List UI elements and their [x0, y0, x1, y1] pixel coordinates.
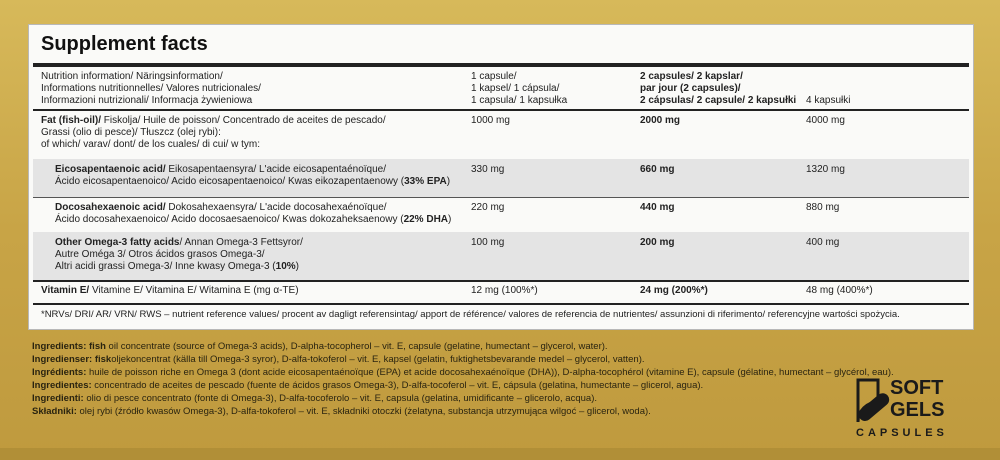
dha-value-2: 440 mg	[640, 202, 675, 213]
other-value-2: 200 mg	[640, 237, 675, 248]
ingredients-text: concentrado de aceites de pescado (fuente de ácidos grasos Omega-3), D-alfa-tocoferol – vit. E, cápsula (gelatina, humectante – glicerol, agua).	[91, 380, 704, 391]
other-omega-label	[55, 237, 303, 273]
header-col1-line: Informations nutritionnelles/ Valores nutricionales/	[41, 83, 261, 94]
dha-percent: 22% DHA	[403, 214, 449, 225]
ingredients-block	[32, 340, 894, 418]
ingredients-key: Składniki:	[32, 406, 77, 417]
fat-label	[41, 115, 386, 151]
table-row-fat	[33, 115, 969, 155]
fat-label-bold: Fat (fish-oil)/	[41, 115, 101, 126]
vitamin-e-text: Vitamine E/ Vitamina E/ Witamina E (mg α-TE)	[89, 285, 299, 296]
vitamin-e-value-2: 24 mg (200%*)	[640, 285, 708, 296]
epa-line2-text: Ácido eicosapentaenoico/ Acido eicosapentaenoico/ Kwas eikozapentaenowy (	[55, 176, 405, 187]
dha-label	[55, 202, 451, 226]
footnote-text: *NRVs/ DRI/ AR/ VRN/ RWS – nutrient reference values/ procent av dagligt referensintag/ apport de référence/ valores de referencia de nutrientes/ assunzioni di riferimento/ referencyjne wartości spożycia.	[41, 309, 900, 320]
title-rule	[33, 63, 969, 67]
fat-value-1: 1000 mg	[471, 115, 510, 126]
ingredients-text: olej rybi (źródło kwasów Omega-3), D-alfa-tokoferol – vit. E, składniki otoczki (żelatyna, substancja utrzymująca wilgoć – glicerol, woda).	[76, 406, 651, 417]
logo-text-soft: SOFT	[890, 377, 944, 399]
vitamin-e-value-3: 48 mg (400%*)	[806, 285, 873, 296]
other-label-bold: Other Omega-3 fatty acids	[55, 237, 180, 248]
ingredients-line-en	[32, 340, 852, 353]
footnote	[33, 309, 969, 323]
epa-label	[55, 164, 450, 188]
fat-line3: of which/ varav/ dont/ de los cuales/ di cui/ w tym:	[41, 139, 260, 150]
ingredients-key: Ingredients:	[32, 341, 87, 352]
header-col2-line: 1 capsula/ 1 kapsułka	[471, 95, 568, 106]
header-col3-line: 2 cápsulas/ 2 capsule/ 2 kapsułki	[640, 95, 797, 106]
softgels-logo	[852, 374, 982, 444]
ingredients-text: olio di pesce concentrato (fonte di Omega-3), D-alfa-tocoferolo – vit. E, capsula (gelatina, umidificante – glicerolo, acqua).	[83, 393, 597, 404]
footnote-rule	[33, 303, 969, 305]
other-line1-text: / Annan Omega-3 Fettsyror/	[179, 237, 303, 248]
dha-line1	[55, 202, 451, 214]
ingredients-key: Ingrédients:	[32, 367, 87, 378]
other-line3-text: Altri acidi grassi Omega-3/ Inne kwasy Omega-3 (	[55, 261, 276, 272]
vitamin-e-line	[41, 285, 299, 297]
fat-line2: Grassi (olio di pesce)/ Tłuszcz (olej rybi):	[41, 127, 221, 138]
epa-value-1: 330 mg	[471, 164, 505, 175]
header-col1-line: Nutrition information/ Näringsinformation/	[41, 71, 223, 82]
other-percent: 10%	[275, 261, 296, 272]
epa-line1	[55, 164, 450, 176]
ingredients-text: oljekoncentrat (källa till Omega-3 syror), D-alfa-tokoferol – vit. E, kapsel (gelatin, fuktighetsbevarande medel – glycerol, vatten).	[111, 354, 645, 365]
ingredients-line-fr	[32, 366, 894, 379]
header-four-capsules: 4 kapsułki	[806, 95, 851, 106]
other-value-1: 100 mg	[471, 237, 505, 248]
ingredients-key: Ingredienti:	[32, 393, 84, 404]
header-two-capsules	[640, 71, 796, 107]
dha-value-3: 880 mg	[806, 202, 840, 213]
table-header-row	[33, 71, 969, 111]
table-row-epa	[33, 159, 969, 197]
ingredients-bold-word: fish	[89, 341, 106, 352]
softgel-capsule-icon	[852, 374, 982, 444]
fat-value-3: 4000 mg	[806, 115, 845, 126]
ingredients-line-es	[32, 379, 852, 392]
table-row-dha	[33, 198, 969, 232]
epa-line2	[55, 176, 450, 188]
vitamin-e-label	[41, 285, 299, 297]
vitamin-e-label-bold: Vitamin E/	[41, 285, 90, 296]
header-col2-line: 1 kapsel/ 1 cápsula/	[471, 83, 560, 94]
logo-text-capsules: CAPSULES	[856, 427, 948, 439]
dha-line2	[55, 214, 451, 226]
dha-line2-text: Ácido docosahexaenoico/ Acido docosaesaenoico/ Kwas dokozaheksaenowy (	[55, 214, 404, 225]
ingredients-text: oil concentrate (source of Omega-3 acids), D-alpha-tocopherol – vit. E, capsule (gelatine, humectant – glycerol, water).	[105, 341, 608, 352]
epa-value-2: 660 mg	[640, 164, 675, 175]
other-line3	[55, 261, 303, 273]
logo-text-gels: GELS	[890, 399, 945, 421]
header-one-capsule	[471, 71, 567, 107]
ingredients-key: Ingredientes:	[32, 380, 92, 391]
nutrition-info-label	[41, 71, 261, 107]
epa-percent: 33% EPA	[404, 176, 447, 187]
table-row-vitamin-e	[33, 285, 969, 301]
other-line1	[55, 237, 303, 249]
header-col1-line: Informazioni nutrizionali/ Informacja żywieniowa	[41, 95, 253, 106]
ingredients-line-sv	[32, 353, 852, 366]
epa-line2-end: )	[446, 176, 451, 187]
header-rule	[33, 109, 969, 111]
ingredients-line-pl	[32, 405, 852, 418]
bottom-edge	[0, 448, 1000, 460]
other-line3-end: )	[295, 261, 299, 272]
supplement-facts-panel	[28, 24, 974, 330]
header-col3-line: 2 capsules/ 2 kapslar/	[640, 71, 743, 82]
other-line2: Autre Oméga 3/ Otros ácidos grasos Omega-3/	[55, 249, 265, 260]
vitamin-e-value-1: 12 mg (100%*)	[471, 285, 538, 296]
epa-label-bold: Eicosapentaenoic acid/	[55, 164, 166, 175]
dha-value-1: 220 mg	[471, 202, 505, 213]
epa-line1-text: Eikosapentaensyra/ L'acide eicosapentaénoïque/	[165, 164, 387, 175]
fat-line1	[41, 115, 386, 127]
fat-line1-text: Fiskolja/ Huile de poisson/ Concentrado de aceites de pescado/	[101, 115, 386, 126]
table-row-other-omega	[33, 232, 969, 280]
ingredients-key: Ingredienser:	[32, 354, 93, 365]
fat-value-2: 2000 mg	[640, 115, 681, 126]
ingredients-text: huile de poisson riche en Omega 3 (dont acide eicosapentaénoïque (EPA) et acide docosahexaénoïque (DHA)), D-alpha-tocophérol (vitamine E), capsule (gélatine, humectant – glycérol, eau).	[86, 367, 894, 378]
header-col2-line: 1 capsule/	[471, 71, 517, 82]
other-value-3: 400 mg	[806, 237, 840, 248]
ingredients-line-it	[32, 392, 852, 405]
dha-line1-text: Dokosahexaensyra/ L'acide docosahexaénoïque/	[165, 202, 387, 213]
dha-line2-end: )	[448, 214, 452, 225]
page-title: Supplement facts	[41, 33, 208, 55]
ingredients-bold-word: fisk	[94, 354, 112, 365]
capsule-shape	[856, 391, 892, 424]
section-rule	[33, 280, 969, 282]
dha-label-bold: Docosahexaenoic acid/	[55, 202, 166, 213]
epa-value-3: 1320 mg	[806, 164, 845, 175]
header-col3-line: par jour (2 capsules)/	[640, 83, 741, 94]
